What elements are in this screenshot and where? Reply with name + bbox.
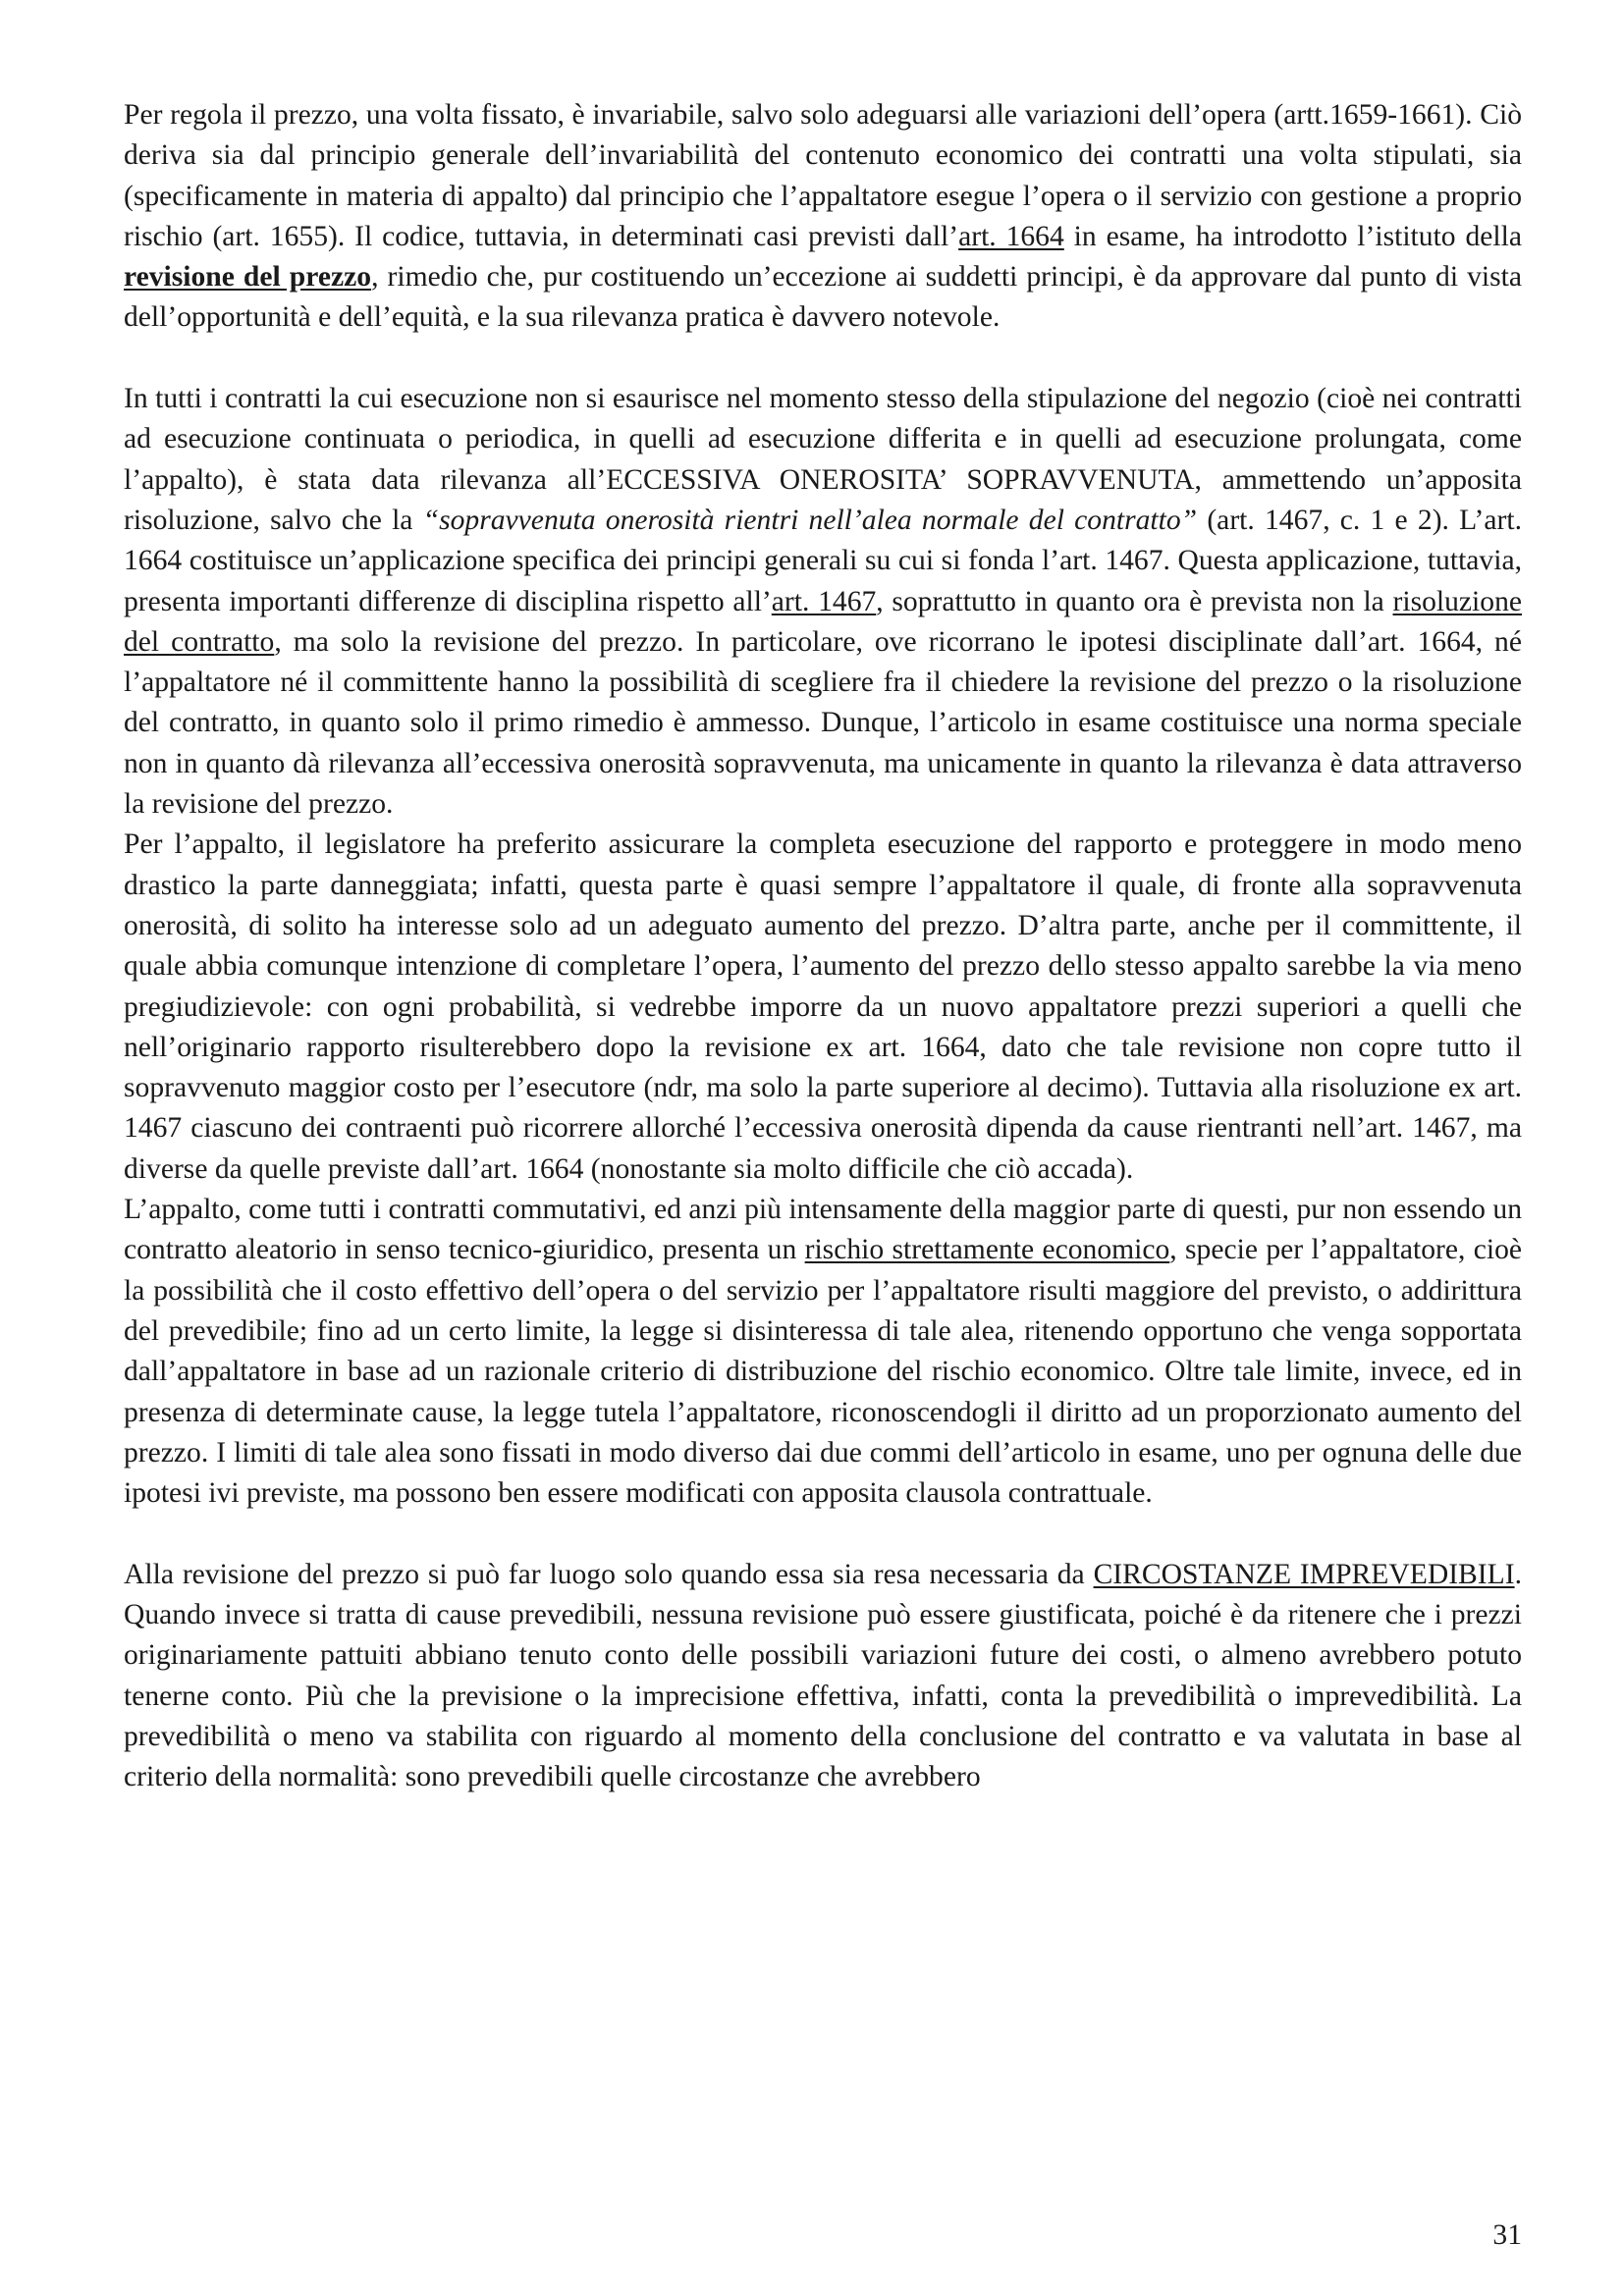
paragraph-4 — [124, 1190, 1522, 1514]
paragraph-2 — [124, 379, 1522, 825]
text-span: , rimedio che, pur costituendo un’eccezione ai suddetti principi, è da approvare dal punto di vista dell’opportunità e dell’equità, e la sua rilevanza pratica è davvero notevole. — [124, 261, 1522, 334]
text-span: , ma solo la revisione del prezzo. In particolare, ove ricorrano le ipotesi disciplinate dall’art. 1664, né l’appaltatore né il committente hanno la possibilità di scegliere fra il chiedere la revisione del prezzo o la risoluzione del contratto, in quanto solo il primo rimedio è ammesso. Dunque, l’articolo in esame costituisce una norma speciale non in quanto dà rilevanza all’eccessiva onerosità sopravvenuta, ma unicamente in quanto la rilevanza è data attraverso la revisione del prezzo. — [124, 625, 1522, 821]
text-span: , specie per l’appaltatore, cioè la possibilità che il costo effettivo dell’opera o del servizio per l’appaltatore risulti maggiore del previsto, o addirittura del prevedibile; fino ad un certo limite, la legge si disinteressa di tale alea, ritenendo opportuno che venga sopportata dall’appaltatore in base ad un razionale criterio di distribuzione del rischio economico. Oltre tale limite, invece, ed in presenza di determinate cause, la legge tutela l’appaltatore, riconoscendogli il diritto ad un proporzionato aumento del prezzo. I limiti di tale alea sono fissati in modo diverso dai due commi dell’articolo in esame, uno per ognuna delle due ipotesi ivi previste, ma possono ben essere modificati con apposita clausola contrattuale. — [124, 1234, 1523, 1510]
link-risoluzione-del-contratto[interactable]: risoluzione del contratto — [124, 585, 1523, 658]
document-page — [124, 95, 1522, 1797]
text-span: , soprattutto in quanto ora è prevista non la — [876, 585, 1393, 617]
paragraph-5 — [124, 1555, 1522, 1798]
text-span: . Quando invece si tratta di cause prevedibili, nessuna revisione può essere giustificata, poiché è da ritenere che i prezzi originariamente pattuiti abbiano tenuto conto delle possibili variazioni future dei costi, o almeno avrebbero potuto tenerne conto. Più che la previsione o la imprecisione effettiva, infatti, conta la prevedibilità o imprevedibilità. La prevedibilità o meno va stabilita con riguardo al momento della conclusione del contratto e va valutata in base al criterio della normalità: sono prevedibili quelle circostanze che avrebbero — [124, 1558, 1522, 1793]
text-span: Alla revisione del prezzo si può far luogo solo quando essa sia resa necessaria da — [124, 1558, 1094, 1590]
link-rischio-economico[interactable]: rischio strettamente economico — [804, 1234, 1170, 1266]
link-art-1467[interactable]: art. 1467 — [771, 585, 877, 617]
italic-quote: “sopravvenuta onerosità rientri nell’alea normale del contratto” — [422, 504, 1198, 536]
paragraph-3: Per l’appalto, il legislatore ha preferito assicurare la completa esecuzione del rapporto e proteggere in modo meno drastico la parte danneggiata; infatti, questa parte è quasi sempre l’appaltatore il quale, di fronte alla sopravvenuta onerosità, di solito ha interesse solo ad un adeguato aumento del prezzo. D’altra parte, anche per il committente, il quale abbia comunque intenzione di completare l’opera, l’aumento del prezzo dello stesso appalto sarebbe la via meno pregiudizievole: con ogni probabilità, si vedrebbe imporre da un nuovo appaltatore prezzi superiori a quelli che nell’originario rapporto risulterebbero dopo la revisione ex art. 1664, dato che tale revisione non copre tutto il sopravvenuto maggior costo per l’esecutore (ndr, ma solo la parte superiore al decimo). Tuttavia alla risoluzione ex art. 1467 ciascuno dei contraenti può ricorrere allorché l’eccessiva onerosità dipenda da cause rientranti nell’art. 1467, ma diverse da quelle previste dall’art. 1664 (nonostante sia molto difficile che ciò accada). — [124, 828, 1522, 1185]
link-revisione-del-prezzo[interactable]: revisione del prezzo — [124, 261, 372, 294]
paragraph-gap — [124, 1514, 1522, 1554]
link-art-1664[interactable]: art. 1664 — [958, 220, 1064, 252]
page-number: 31 — [1492, 2219, 1522, 2251]
paragraph-1 — [124, 95, 1522, 339]
text-span: Per regola il prezzo, una volta fissato, è invariabile, salvo solo adeguarsi alle variazioni dell’opera (artt.1659-1661). Ciò deriva sia dal principio generale dell’invariabilità del contenuto economico dei contratti una volta stipulati, sia (specificamente in materia di appalto) dal principio che l’appaltatore esegue l’opera o il servizio con gestione a proprio rischio (art. 1655). Il codice, tuttavia, in determinati casi previsti dall’ — [124, 99, 1522, 252]
text-span: (art. 1467, c. 1 e 2). L’art. 1664 costituisce un’applicazione specifica dei principi generali su cui si fonda l’art. 1467. Questa applicazione, tuttavia, presenta importanti differenze di disciplina rispetto all’ — [124, 504, 1522, 617]
paragraph-gap — [124, 339, 1522, 379]
text-span: In tutti i contratti la cui esecuzione non si esaurisce nel momento stesso della stipulazione del negozio (cioè nei contratti ad esecuzione continuata o periodica, in quelli ad esecuzione differita e in quelli ad esecuzione prolungata, come l’appalto), è stata data rilevanza all’ECCESSIVA ONEROSITA’ SOPRAVVENUTA, ammettendo un’apposita risoluzione, salvo che la — [124, 383, 1522, 536]
text-span: in esame, ha introdotto l’istituto della — [1063, 220, 1522, 252]
link-circostanze-imprevedibili[interactable]: CIRCOSTANZE IMPREVEDIBILI — [1093, 1558, 1515, 1590]
text-span: L’appalto, come tutti i contratti commutativi, ed anzi più intensamente della maggior parte di questi, pur non essendo un contratto aleatorio in senso tecnico-giuridico, presenta un — [124, 1194, 1522, 1266]
